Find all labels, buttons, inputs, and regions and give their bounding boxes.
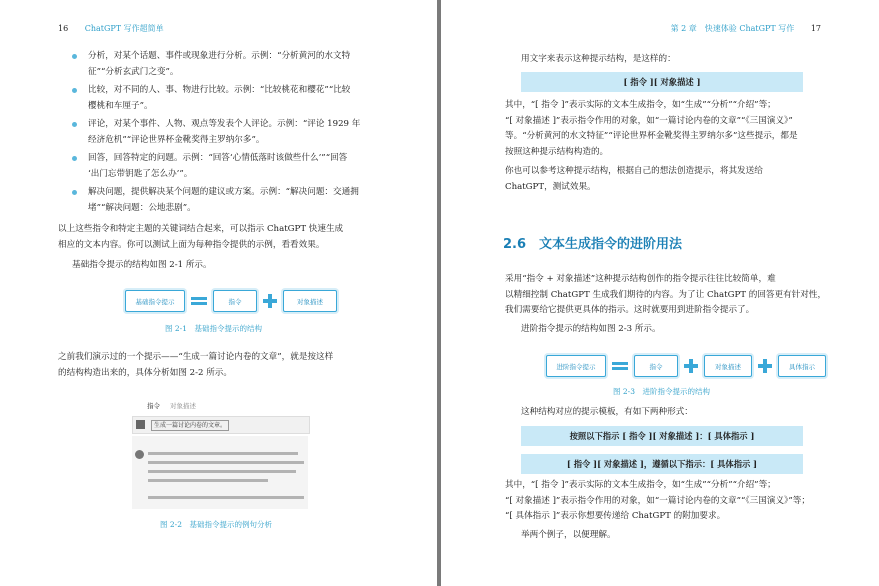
instruction-box: 指令: [213, 290, 257, 312]
template-box: [ 指令 ][ 对象描述 ]: [521, 72, 803, 92]
instruction-label: 指令: [147, 402, 160, 410]
body-paragraph: 举两个例子，以便理解。: [521, 530, 616, 540]
instruction-box: 指令: [634, 355, 678, 377]
list-item: 回答，回答特定的问题。示例：“回答‘心情低落时该做些什么’”“回答 ‘出门忘带钥匙了怎么办’”。: [72, 151, 384, 182]
left-page-number: 16: [58, 24, 69, 33]
response-line: [148, 461, 304, 464]
response-line: [148, 470, 296, 473]
body-paragraph: 这种结构对应的提示模板，有如下两种形式：: [521, 407, 693, 417]
plus-icon: [263, 294, 277, 308]
body-paragraph: 用文字来表示这种提示结构，是这样的：: [521, 54, 676, 64]
list-item: 比较，对不同的人、事、物进行比较。示例：“比较桃花和樱花”“比较 樱桃和车厘子”。: [72, 83, 384, 114]
body-paragraph: 进阶指令提示的结构如图 2-3 所示。: [521, 324, 661, 334]
right-page: [441, 0, 879, 586]
bullet-dot-icon: [72, 88, 77, 93]
prompt-bar: [132, 416, 310, 434]
assistant-avatar-icon: [135, 450, 144, 459]
bullet-dot-icon: [72, 54, 77, 59]
list-item: 评论，对某个事件、人物、观点等发表个人评论。示例：“评论 1929 年 经济危机”“评论世界杯金靴奖得主罗纳尔多”。: [72, 117, 384, 148]
body-paragraph: 你也可以参考这种提示结构，根据自己的想法创造提示，将其发送给 ChatGPT，测试效果。: [505, 166, 763, 192]
figure-caption: 图 2-2 基础指令提示的例句分析: [160, 520, 272, 529]
instruction-bullet-list: [72, 49, 384, 219]
left-page-header: [58, 23, 164, 34]
response-line: [148, 452, 298, 455]
body-paragraph: 采用“指令 + 对象描述”这种提示结构创作的指令提示往往比较简单，难 以精细控制 ChatGPT 生成我们期待的内容。为了让 ChatGPT 的回答更有针对性， 我们需要给它提供更具体的指示。这时就要用到进阶指令提示了。: [505, 274, 827, 315]
list-item: 解决问题，提供解决某个问题的建议或方案。示例：“解决问题：交通拥 堵”“解决问题：公地悲剧”。: [72, 185, 384, 216]
equals-icon: [612, 361, 628, 371]
left-page: [0, 0, 437, 586]
response-body: [132, 436, 308, 509]
user-avatar-icon: [136, 420, 145, 429]
list-item: 分析，对某个话题、事件或现象进行分析。示例：“分析黄河的水文特 征”“分析玄武门之变”。: [72, 49, 384, 80]
bullet-dot-icon: [72, 190, 77, 195]
figure-caption: 图 2-3 进阶指令提示的结构: [613, 387, 710, 396]
basic-prompt-box: 基础指令提示: [125, 290, 185, 312]
right-running-title: 第 2 章 快速体验 ChatGPT 写作: [670, 24, 795, 33]
plus-icon: [758, 359, 772, 373]
object-description-label: 对象描述: [170, 402, 196, 410]
template-box: 按照以下指示 [ 指令 ][ 对象描述 ]：[ 具体指示 ]: [521, 426, 803, 446]
right-page-number: 17: [810, 24, 821, 33]
body-paragraph: 其中，“[ 指令 ]”表示实际的文本生成指令，如“生成”“分析”“介绍”等； “[ 对象描述 ]”表示指令作用的对象，如“一篇讨论内卷的文章”“《三国演义》”等； “[ 具体指示 ]”表示你想要传递给 ChatGPT 的附加要求。: [505, 480, 810, 521]
object-description-box: 对象描述: [283, 290, 337, 312]
body-paragraph: 之前我们演示过的一个提示——“生成一篇讨论内卷的文章”，就是按这样 的结构构造出来的，具体分析如图 2-2 所示。: [58, 352, 334, 378]
section-heading: 2.6 文本生成指令的进阶用法: [503, 237, 683, 252]
figure-2-3-diagram: [546, 355, 826, 377]
body-paragraph: 以上这些指令和特定主题的关键词结合起来，可以指示 ChatGPT 快速生成 相应的文本内容。你可以测试上面为每种指令提供的示例，看看效果。: [58, 224, 344, 250]
object-description-box: 对象描述: [704, 355, 752, 377]
bullet-dot-icon: [72, 156, 77, 161]
response-line: [148, 479, 268, 482]
figure-2-1-diagram: [125, 290, 337, 312]
right-page-header: [671, 23, 821, 34]
specific-instruction-box: 具体指示: [778, 355, 826, 377]
body-paragraph: 基础指令提示的结构如图 2-1 所示。: [72, 260, 212, 270]
bullet-dot-icon: [72, 122, 77, 127]
example-screenshot-figure: [130, 398, 310, 513]
plus-icon: [684, 359, 698, 373]
prompt-text: 生成一篇讨论内卷的文章。: [151, 420, 229, 431]
left-running-title: ChatGPT 写作超简单: [84, 24, 164, 33]
response-line: [148, 496, 304, 499]
equals-icon: [191, 296, 207, 306]
template-box: [ 指令 ][ 对象描述 ]，遵循以下指示：[ 具体指示 ]: [521, 454, 803, 474]
advanced-prompt-box: 进阶指令提示: [546, 355, 606, 377]
body-paragraph: 其中，“[ 指令 ]”表示实际的文本生成指令，如“生成”“分析”“介绍”等； “[ 对象描述 ]”表示指令作用的对象，如“一篇讨论内卷的文章”“《三国演义》” 等。“分析黄河的水文特征”“评论世界杯金靴奖得主罗纳尔多”这些提示，都是 按照这种提示结构构造的。: [505, 100, 798, 157]
figure-caption: 图 2-1 基础指令提示的结构: [165, 324, 262, 333]
